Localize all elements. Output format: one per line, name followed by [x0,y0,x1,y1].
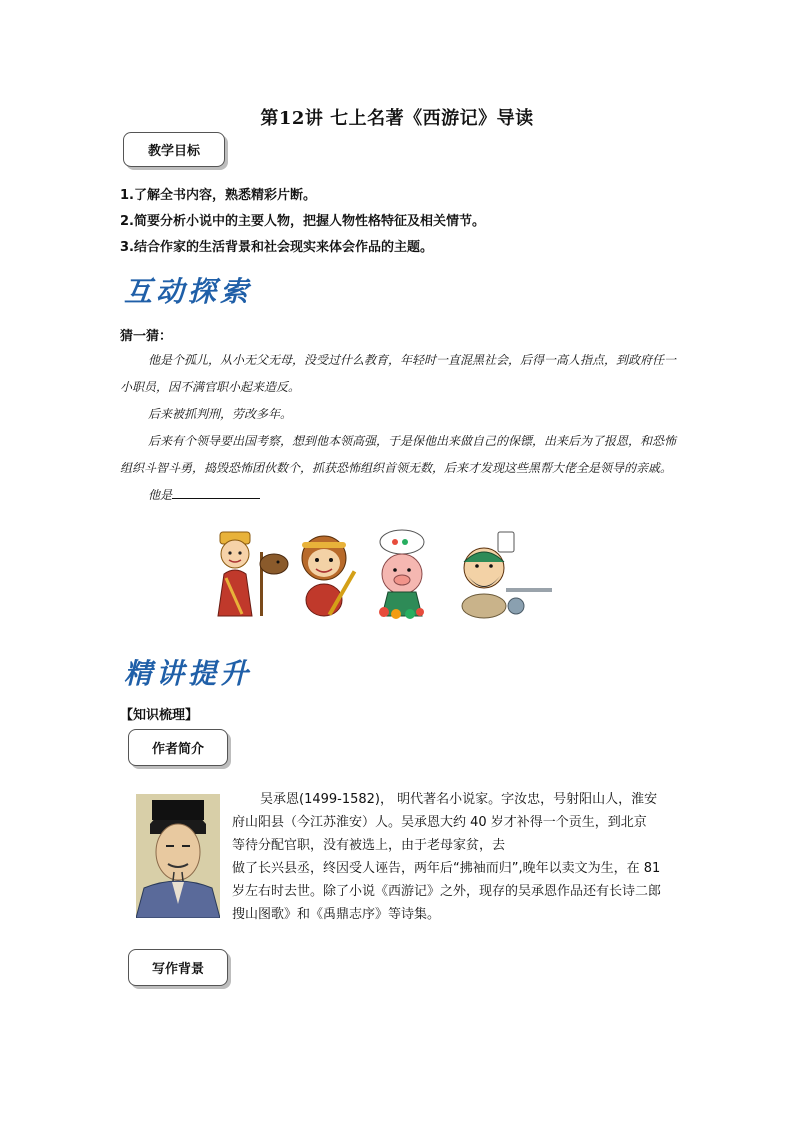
monkey-king-figure [302,536,356,616]
answer-blank [172,484,260,499]
bio-line: 做了长兴县丞，终因受人诬告，两年后“拂袖而归”,晚年以卖文为生，在 81 [232,861,661,876]
bio-line: 岁左右时去世。除了小说《西游记》之外，现存的吴承恩作品还有长诗二郎 [232,884,662,899]
bio-line: 搜山图歌》和《禹鼎志序》等诗集。 [232,907,441,922]
guess-label: 猜一猜： [120,329,173,344]
author-biography [232,788,680,926]
answer-prefix: 他是 [148,488,173,502]
story-paragraph: 后来被抓判刑，劳改多年。 [148,407,293,421]
answer-line [120,482,676,509]
sandy-figure [462,532,552,618]
teaching-goals-label: 教学目标 [123,132,225,167]
bio-line: 等待分配官职，没有被选上，由于老母家贫，去 [232,838,506,853]
writing-background-label: 写作背景 [128,949,228,986]
goal-item: 3.结合作家的生活背景和社会现实来体会作品的主题。 [120,240,433,255]
teaching-goals-list [120,183,485,261]
goal-item: 2.简要分析小说中的主要人物，把握人物性格特征及相关情节。 [120,214,485,229]
bio-line: 府山阳县（今江苏淮安）人。吴承恩大约 40 岁才补得一个贡生，到北京 [232,815,647,830]
journey-to-the-west-characters-illustration [212,528,562,620]
knowledge-summary-label: 【知识梳理】 [120,708,199,723]
goal-item: 1.了解全书内容，熟悉精彩片断。 [120,188,316,203]
pigsy-figure [379,530,424,619]
lecture-section-heading: 精讲提升 [124,657,253,690]
author-portrait [136,794,220,918]
riddle-story [120,347,676,509]
bio-line: 吴承恩(1499-1582)， 明代著名小说家。字汝忠，号射阳山人，淮安 [260,792,658,807]
page-title: 第12讲 七上名著《西游记》导读 [260,108,534,129]
interactive-section-heading: 互动探索 [124,275,253,308]
tang-monk-figure [218,532,288,616]
author-intro-label: 作者简介 [128,729,228,766]
story-paragraph: 后来有个领导要出国考察，想到他本领高强，于是保他出来做自己的保镖，出来后为了报恩，和恐怖组织斗智斗勇，捣毁恐怖团伙数个，抓获恐怖组织首领无数，后来才发现这些黑帮大佬全是领导的亲戚。 [120,434,677,475]
story-paragraph: 他是个孤儿，从小无父无母，没受过什么教育，年轻时一直混黑社会，后得一高人指点，到政府任一小职员，因不满官职小起来造反。 [120,353,677,394]
